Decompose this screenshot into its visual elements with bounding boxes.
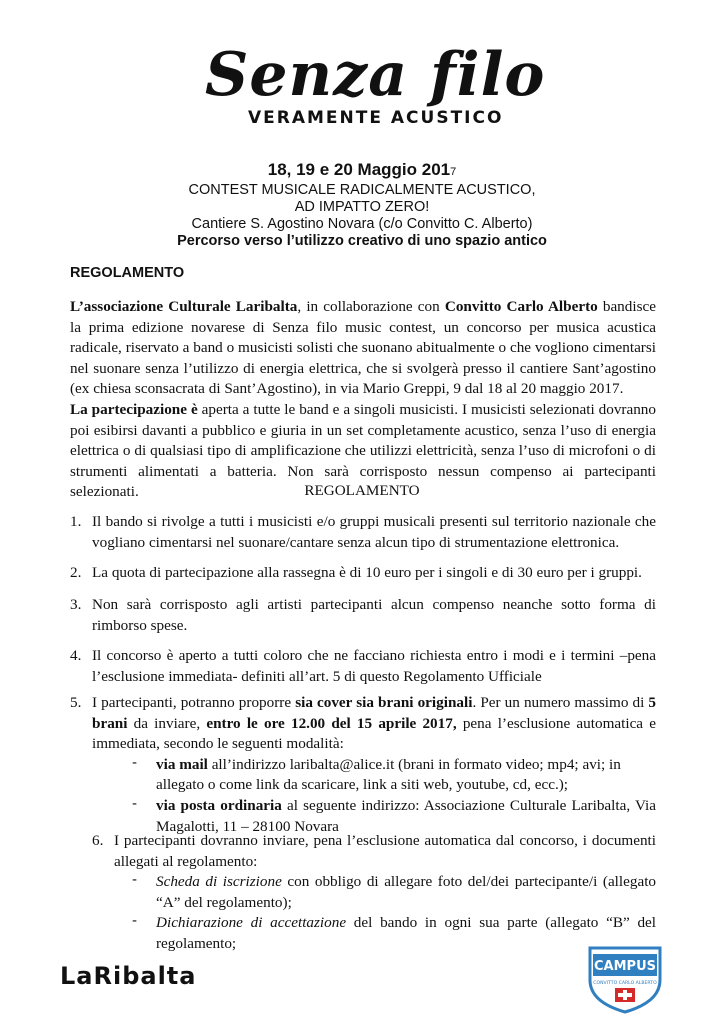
header-line-1: CONTEST MUSICALE RADICALMENTE ACUSTICO, (188, 182, 536, 198)
event-dates (0, 160, 724, 180)
doc-dichiarazione-label: Dichiarazione di accettazione (156, 914, 347, 932)
dash-bullet: - (132, 913, 138, 930)
shield-icon (584, 940, 666, 1014)
header-line-2: AD IMPATTO ZERO! (294, 199, 430, 215)
intro-text-3: aperta a tutte le band e a singoli musicisti. I musicisti selezionati dovranno poi esibirsi davanti a pubblico e giuria in un set completamente acustico, senza l’uso di energia elettrica o di qualsiasi tipo di amplificazione che utilizzi elettricità, senza l’uso di microfoni o di strumenti alimentati a batteria. Non sarà corrisposto nessun compenso ai partecipanti selezionati. (70, 400, 656, 501)
dash-bullet: - (132, 872, 138, 889)
rule-item-6 (92, 831, 656, 955)
campus-badge-logo (584, 940, 666, 1014)
dash-bullet: - (132, 754, 138, 771)
method-mail-label: via mail (156, 755, 208, 773)
doc-dichiarazione-text: del bando in ogni sua parte (allegato “B” del regolamento; (156, 914, 656, 952)
doc-scheda-label: Scheda di iscrizione (156, 873, 282, 891)
rule-text: Il concorso è aperto a tutti coloro che ne facciano richiesta entro i modi e i termini –pena l’esclusione immediata- definiti all’art. 5 di questo Regolamento Ufficiale (92, 647, 656, 685)
section-title: REGOLAMENTO (70, 265, 185, 281)
rule-number: 2. (70, 564, 82, 581)
rule5-bold-1: sia cover sia brani originali (295, 694, 473, 711)
rule5-bold-2: 5 brani (92, 694, 657, 732)
header-venue: Cantiere S. Agostino Novara (c/o Convitto C. Alberto) (191, 216, 533, 232)
rule-text: La quota di partecipazione alla rassegna è di 10 euro per i singoli e di 30 euro per i gruppi. (92, 564, 642, 581)
badge-subtitle: CONVITTO CARLO ALBERTO (593, 981, 657, 986)
logo-title: Senza filo (205, 40, 546, 110)
assoc-name: L’associazione Culturale Laribalta (70, 298, 298, 315)
event-dates-year-end: 7 (450, 166, 457, 178)
dash-bullet: - (132, 795, 138, 812)
rule5-bold-3: entro le ore 12.00 del 15 aprile 2017, (206, 714, 457, 732)
section-title-2: REGOLAMENTO (304, 482, 420, 499)
rule-text (92, 831, 656, 872)
doc-scheda-text: con obbligo di allegare foto del/dei partecipante/i (allegato “A” del regolamento); (156, 873, 657, 911)
rule-item-3 (70, 595, 656, 636)
rule6-text: I partecipanti dovranno inviare, pena l’esclusione automatica dal concorso, i documenti allegati al regolamento: (114, 832, 656, 870)
rule5-text-4: pena l’esclusione automatica e immediata, secondo le seguenti modalità: (92, 714, 656, 753)
rule-number: 4. (70, 647, 82, 664)
intro-text-2: bandisce la prima edizione novarese di Senza filo music contest, un concorso per musica acustica radicale, riservato a band o musicisti solisti che suonano abitualmente o che vogliono cimentarsi nel suonare senza l’utilizzo di energia elettrica, che si svolgerà presso il cantiere Sant’agostino (ex chiesa sconsacrata di Sant’Agostino), in via Mario Greppi, 9 dal 18 al 20 maggio 2017. (70, 298, 656, 398)
rule-item-1 (70, 512, 656, 553)
rule-text: Non sarà corrisposto agli artisti partecipanti alcun compenso neanche sotto forma di rimborso spese. (92, 596, 656, 634)
rule5-text-2: . Per un numero massimo di (472, 694, 649, 711)
rule-number: 1. (70, 513, 82, 530)
intro-text-1: , in collaborazione con (297, 298, 445, 315)
method-post-text: al seguente indirizzo: Associazione Culturale Laribalta, Via Magalotti, 11 – 28100 Novara (156, 796, 657, 835)
submission-method-mail (132, 754, 656, 796)
document-scheda (132, 872, 657, 913)
header-tagline: Percorso verso l’utilizzo creativo di uno spazio antico (177, 233, 547, 249)
event-dates-main: 18, 19 e 20 Maggio 201 (267, 160, 451, 179)
method-post-label: via posta ordinaria (156, 796, 282, 814)
laribalta-logo: LaRibalta (60, 962, 197, 990)
rule-text: Il bando si rivolge a tutti i musicisti e/o gruppi musicali presenti sul territorio nazionale che vogliano cimentarsi nel suonare/cantare senza alcun tipo di strumentazione elettronica. (92, 513, 656, 551)
rule-text (92, 693, 656, 755)
convitto-name: Convitto Carlo Alberto (444, 298, 598, 315)
rule5-text-1: I partecipanti, potranno proporre (92, 694, 296, 711)
intro-paragraph (70, 297, 656, 503)
rule-item-4 (70, 646, 656, 687)
logo-subtitle: VERAMENTE ACUSTICO (248, 108, 504, 128)
rule-number: 6. (92, 832, 104, 849)
method-mail-text: all’indirizzo laribalta@alice.it (brani in formato video; mp4; avi; in allegato o come link da scaricare, link a siti web, youtube, cd, ecc.); (156, 755, 621, 794)
partecipazione-label: La partecipazione è (70, 400, 198, 418)
senza-filo-logo (0, 22, 724, 142)
rule-number: 3. (70, 596, 82, 613)
rule-item-2 (70, 563, 656, 584)
document-dichiarazione (132, 913, 656, 954)
rule-item-5 (70, 693, 656, 837)
rule-number: 5. (70, 694, 82, 711)
badge-title: CAMPUS (594, 959, 656, 974)
rule5-text-3: da inviare, (127, 714, 207, 732)
